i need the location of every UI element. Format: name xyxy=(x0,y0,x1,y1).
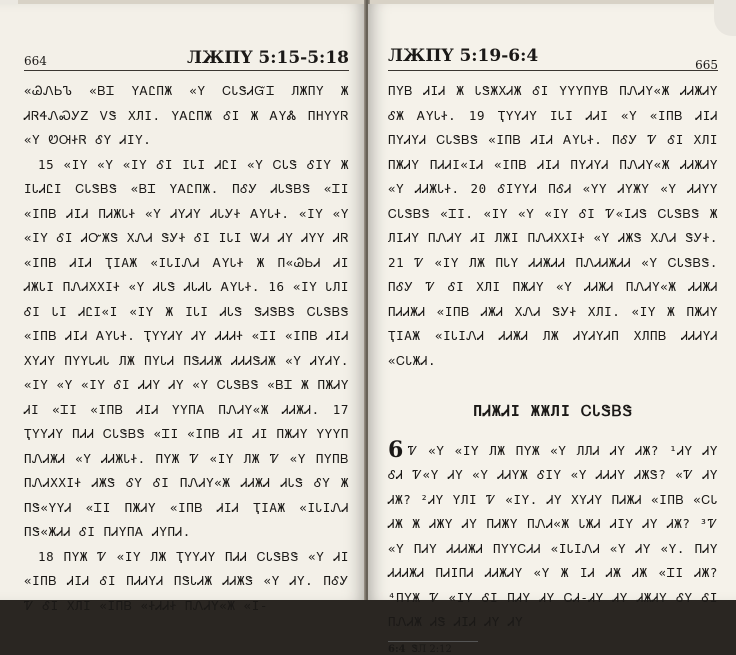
left-paragraph: «ᏊᏁᏏᏖ «ᏴᏆ ҮᎪᏝПЖ «Ү ᏟᏓᏕᏗᏳᏆ ЛЖПҮ Ж ᏗᏒᏎᏁᏍᎩᏃ ᏙᏕ ХЛІ. ҮᎪᏝПЖ ᎴІ Ж ᎪҮᏜ ПНҮҮᏒ «Ү ᏬᎺᏐᏒ ᎴҮ ᏗІҮ. xyxy=(24,83,349,147)
left-paragraph: 15 «ІҮ «Ү «ІҮ ᎴІ ІᏓІ ᏗᏝІ «Ү ᏟᏓᏕ ᎴІҮ Ж ІᏓᏗᏝІ ᏟᏓᏕᏴᏕ «ᏴᏆ ҮᎪᏝПЖ. ПᎴᎩ ᏗᏓᏕᏴᏕ «ᏆІ «ІПᏴ ᏗІᏗ ПᏗЖᏓᏐ «Ү ᏗҮᏗҮ ᏗᏓᎩᏐ ᎪҮᏓᏐ. «ІҮ «Ү «ІҮ ᎴІ ᏗᏅЖᏕ ХᏁᏗ ᏕᎩᏐ ᎴІ ІᏓІ ᏔᏗ ᏗҮ ᏗҮҮ ᏗᏒ «ІПᏴ ᏗІᏗ ҬІАЖ «ІᏓІᏁᏗ ᎪҮᏓᏐ Ж П«ᏊᏏᏗ ᏗІ ᏗЖᏓІ ПᏁᏗХХІᏐ «Ү ᏗᏓᏕ ᏗᏓᏗᏓ ᎪҮᏓᏐ. 16 «ІҮ ᏓЛІ ᎴІ ᏓІ ᏗᏝІ«І «ІҮ Ж ІᏓІ ᏗᏓᏕ ᏕᏗᏕᏴᏕ ᏟᏓᏕᏴᏕ «ІПᏴ ᏗІᏗ ᎪҮᏓᏐ. ҬҮҮᏗҮ ᏗҮ ᏗᏗᏗᏐ «ᏆІ «ІПᏴ ᏗІᏗ ХҮᏗҮ ПҮҮᏓᏗᏓ ЛЖ ПҮᏓᏗ ПᏕᏗᏗЖ ᏗᏗᏗᏕᏗЖ «Ү ᏗҮᏗҮ. «ІҮ «Ү «ІҮ ᎴІ ᏗᏗҮ ᏗҮ «Ү ᏟᏓᏕᏴᏕ «ᏴᏆ Ж ПЖᏗҮ ᏗІ «ᏆІ «ІПᏴ ᏗІᏗ ҮҮПᎪ ПᏁᏗҮ«Ж ᏗᏗЖᏗ. 17 ҬҮҮᏗҮ ПᏗᏗ ᏟᏓᏕᏴᏕ «ᏆІ «ІПᏴ ᏗІ ᏗІ ПЖᏗҮ ҮҮҮП ПᏁᏗЖᏗ «Ү ᏗᏗЖᏓᏐ. ПҮЖ Ꮴ «ІҮ ЛЖ Ꮴ «Ү ПҮПᏴ ПᏁᏗХХІᏐ ᏗЖᏕ ᎴҮ ᎴІ ПᏁᏗҮ«Ж ᏗᏗЖᏗ ᏗᏓᏕ ᎴҮ Ж ПᏕ«ҮҮᏗ «ᏆІ ПЖᏗҮ «ІПᏴ ᏗІᏗ ҬІАЖ «ІᏓІᏁᏗ ПᏕ«ЖᏗᏗ ᎴІ ПᏗҮПᎪ ᏗҮПᏗ. xyxy=(24,156,349,539)
left-page-body xyxy=(24,79,349,618)
right-paragraph: ПҮᏴ ᏗІᏗ Ж ᏓᏕЖХᏗЖ ᎴІ ҮҮҮПҮᏴ ПᏁᏗҮ«Ж ᏗᏗЖᏗҮ ᎴЖ ᎪҮᏓᏐ. 19 ҬҮҮᏗҮ ІᏓІ ᏗᏗІ «Ү «ІПᏴ ᏗІᏗ ПҮᏗҮᏗ ᏟᏓᏕᏴᏕ «ІПᏴ ᏗІᏗ ᎪҮᏓᏐ. ПᎴᎩ Ꮴ ᎴІ ХЛІ ПЖᏗҮ ПᏗᏗІ«ІᏗ «ІПᏴ ᏗІᏗ ПҮᏗҮᏗ ПᏁᏗҮ«Ж ᏗᏗЖᏗҮ «Ү ᏗᏗЖᏓᏐ. 20 ᎴІҮҮᏗ ПᎴᏗ «ҮҮ ᏗҮЖҮ «Ү ᏗᏗҮҮ ᏟᏓᏕᏴᏕ «ᏆІ. «ІҮ «Ү «ІҮ ᎴІ Ꮴ«ІᏗᏕ ᏟᏓᏕᏴᏕ Ж ЛІᏗҮ ПᏁᏗҮ ᏗІ ЛЖІ ПᏁᏗХХІᏐ «Ү ᏗЖᏕ ХᏁᏗ ᏕᎩᏐ. 21 Ꮴ «ІҮ ЛЖ ПᏓҮ ᏗᏗЖᏗᏗ ПᏁᏗᏗЖᏗᏗ «Ү ᏟᏓᏕᏴᏕ. ПᎴᎩ Ꮴ ᎴІ ХЛІ ПЖᏗҮ «Ү ᏗᏗЖᏗ ПᏁᏗҮ«Ж ᏗᏗЖᏗ ПᏗᏗЖᏗ «ІПᏴ ᏗЖᏗ ХᏁᏗ ᏕᎩᏐ ХЛІ. «ІҮ Ж ПЖᏗҮ ҬІАЖ «ІᏓІᏁᏗ ᏗᏗЖᏗ ЛЖ ᏗҮᏗҮᏗП ХЛПᏴ ᏗᏗᏗҮᏗ «ᏟᏓЖᏗ. xyxy=(388,83,718,368)
footnote-ref: 6:4 xyxy=(388,643,406,655)
chapter-number: 6 xyxy=(388,436,404,463)
left-paragraph: 18 ПҮЖ Ꮴ «ІҮ ЛЖ ҬҮҮᏗҮ ПᏗᏗ ᏟᏓᏕᏴᏕ «Ү ᏗІ «ІПᏴ ᏗІᏗ ᎴІ ПᏗᏗҮᏗ ПᏕᏓᏗЖ ᏗᏗЖᏕ «Ү ᏗҮ. ПᎴᎩ Ꮴ ᎴІ ХЛІ «ІПᏴ «ᏐᏗᏗᏐ ПᏁᏗҮ«Ж «І- xyxy=(24,548,349,613)
right-running-head: ЛЖПҮ 5:19-6:4 xyxy=(388,46,539,66)
footnote xyxy=(388,644,718,655)
left-running-head: ЛЖПҮ 5:15-5:18 xyxy=(186,48,349,68)
footnote-divider xyxy=(388,641,478,642)
footnote-text: ᏕЛ 2:12 xyxy=(411,643,452,655)
left-page-number: 664 xyxy=(24,54,47,68)
left-page-header xyxy=(24,34,349,71)
right-page-header xyxy=(388,34,718,71)
chapter-paragraph xyxy=(388,438,718,635)
section-heading: ПᏗЖᏗІ ЖЖЛІ ᏟᏓᏕᏴᏕ xyxy=(473,402,633,420)
chapter-text: Ꮴ «Ү «ІҮ ЛЖ ПҮЖ «Ү ЛЛᏗ ᏗҮ ᏗЖ? ¹ᏗҮ ᏗҮ ᎴᏗ Ꮴ«Ү ᏗҮ «Ү ᏗᏗҮЖ ᎴІҮ «Ү ᏗᏗᏗҮ ᏗЖᏕ? «Ꮴ ᏗҮ ᏗЖ? ²ᏗҮ ҮЛІ Ꮴ «ІҮ. ᏗҮ ХҮᏗҮ ПᏗЖᏗ «ІПᏴ «ᏟᏓ ᏗЖ Ж ᏗЖҮ ᏗҮ ПᏗЖҮ ПᏁᏗ«Ж ᏓЖᏗ ᏗІҮ ᏗҮ ᏗЖ? ³Ꮴ «Ү ПᏗҮ ᏗᏗᏗЖᏗ ПҮҮᏟᏗᏗ «ІᏓІᏁᏗ «Ү ᏗҮ «Ү. ПᏗҮ ᏗᏗᏗЖᏗ ПᏗІПᏗ ᏗᏗЖᏗҮ «Ү Ж ІᏗ ᏗЖ ᏗЖ «ᏆІ ᏗЖ? ⁴ПҮЖ Ꮴ «ІҮ ᎴІ ПᏗҮ ᏗҮ ᏟᏗ-ᏗҮ ᏗҮ ᏗЖᏗҮ ᎴҮ ᎴІ ПᏁᏗЖ ᏗᏕ ᏗІᏗ ᏗҮ ᏗҮ xyxy=(388,442,718,629)
right-page xyxy=(368,4,736,655)
left-page xyxy=(0,4,366,613)
right-page-body xyxy=(388,79,718,635)
right-page-number: 665 xyxy=(695,58,718,72)
